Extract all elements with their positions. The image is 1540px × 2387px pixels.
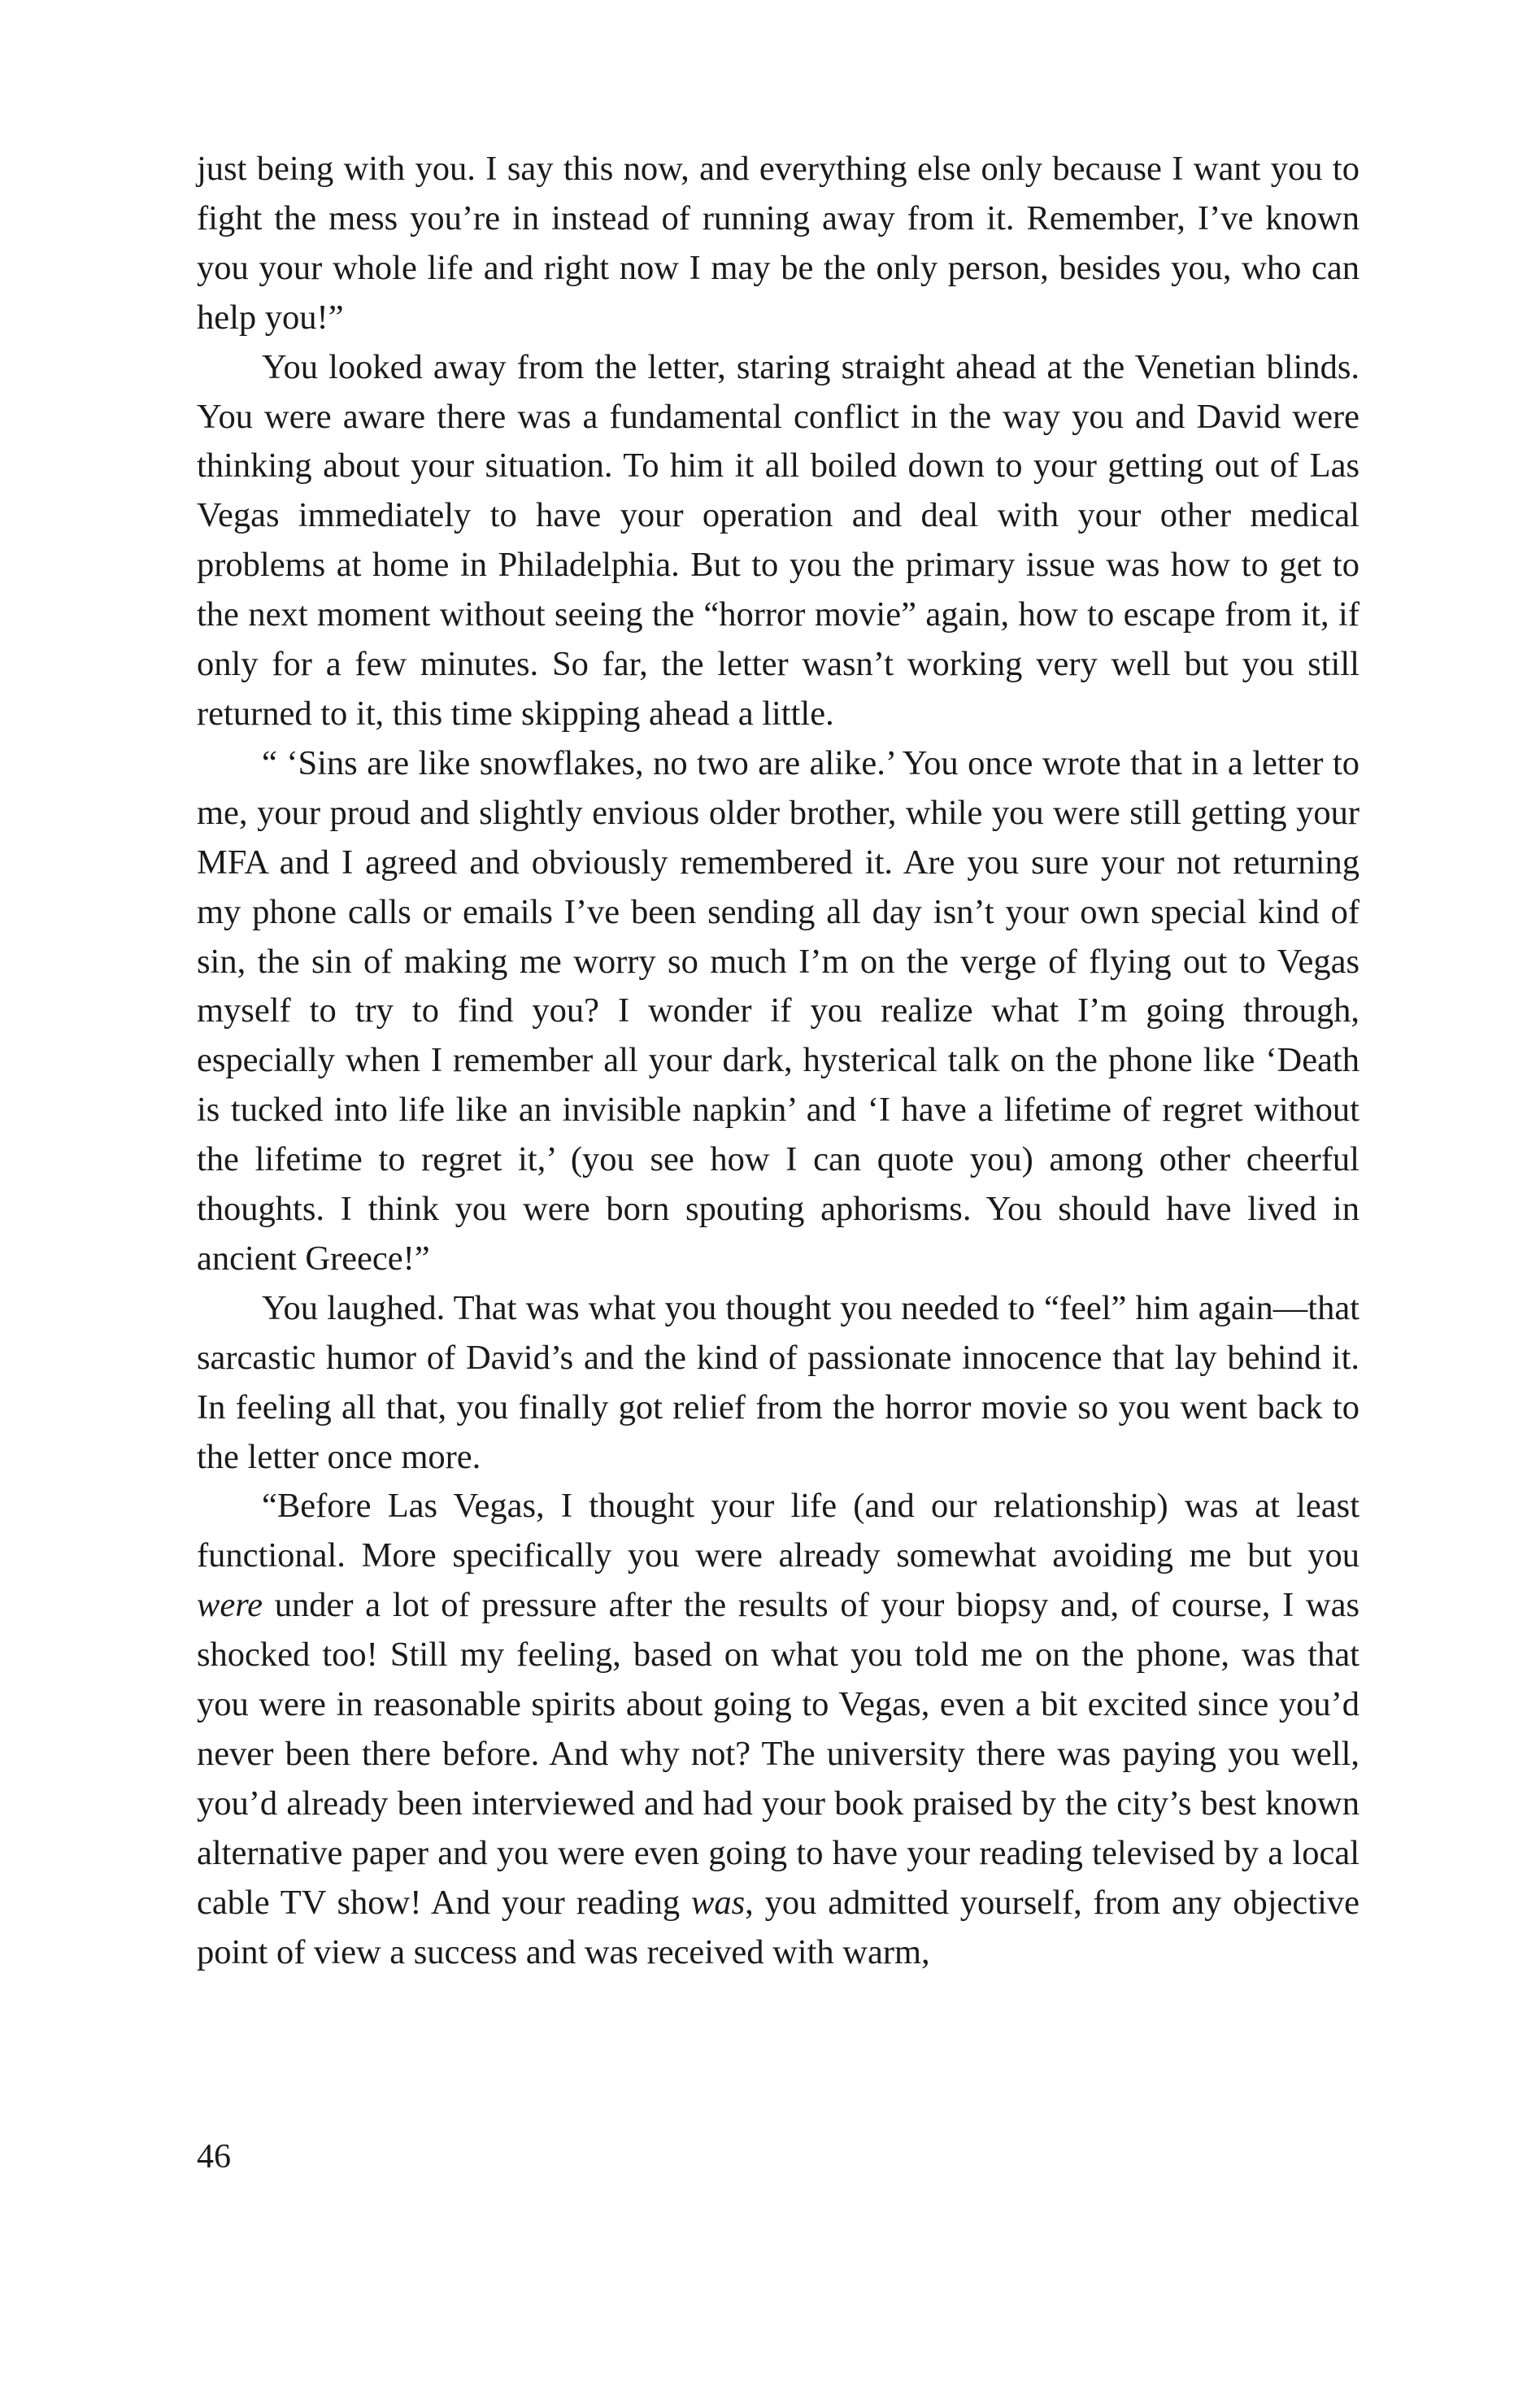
text-run: , you admitted yourself, from any objective point of view a success and was received with warm,	[197, 1883, 1360, 1971]
emphasis-word: was	[691, 1883, 746, 1922]
paragraph: You laughed. That was what you thought you needed to “feel” him again—that sarcastic humor of David’s and the kind of passionate innocence that lay behind it. In feeling all that, you finally got relief from the horror movie so you went back to the letter once more.	[197, 1288, 1359, 1476]
text-run: under a lot of pressure after the results of your biopsy and, of course, I was shocked too! Still my feeling, based on what you told me on the phone, was that you were in reasonable spirits about going to Vegas, even a bit excited since you’d never been there before. And why not? The university there was paying you well, you’d already been interviewed and had your book praised by the city’s best known alternative paper and you were even going to have your reading televised by a local cable TV show! And your reading	[197, 1586, 1359, 1922]
paragraph: You looked away from the letter, staring straight ahead at the Venetian blinds. You were aware there was a fundamental conflict in the way you and David were thinking about your situation. To him it all boiled down to your getting out of Las Vegas immediately to have your operation and deal with your other medical problems at home in Philadelphia. But to you the primary issue was how to get to the next moment without seeing the “horror movie” again, how to escape from it, if only for a few minutes. So far, the letter wasn’t working very well but you still returned to it, this time skipping ahead a little.	[197, 347, 1359, 733]
emphasis-word: were	[197, 1586, 263, 1625]
text-run: “Before Las Vegas, I thought your life (and our relationship) was at least functional. More specifically you were already somewhat avoiding me but you	[197, 1487, 1359, 1575]
paragraph: “ ‘Sins are like snowflakes, no two are alike.’ You once wrote that in a letter to me, your proud and slightly envious older brother, while you were still getting your MFA and I agreed and obviously remembered it. Are you sure your not returning my phone calls or emails I’ve been sending all day isn’t your own special kind of sin, the sin of making me worry so much I’m on the verge of flying out to Vegas myself to try to find you? I wonder if you realize what I’m going through, especially when I remember all your dark, hysterical talk on the phone like ‘Death is tucked into life like an invisible napkin’ and ‘I have a lifetime of regret without the lifetime to regret it,’ (you see how I can quote you) among other cheerful thoughts. I think you were born spouting aphorisms. You should have lived in ancient Greece!”	[197, 743, 1359, 1278]
page-number: 46	[197, 2138, 231, 2176]
paragraph	[197, 1482, 1359, 1977]
paragraph: just being with you. I say this now, and everything else only because I want you to fight the mess you’re in instead of running away from it. Remember, I’ve known you your whole life and right now I may be the only person, besides you, who can help you!”	[197, 150, 1359, 337]
body-text	[197, 145, 1359, 1978]
